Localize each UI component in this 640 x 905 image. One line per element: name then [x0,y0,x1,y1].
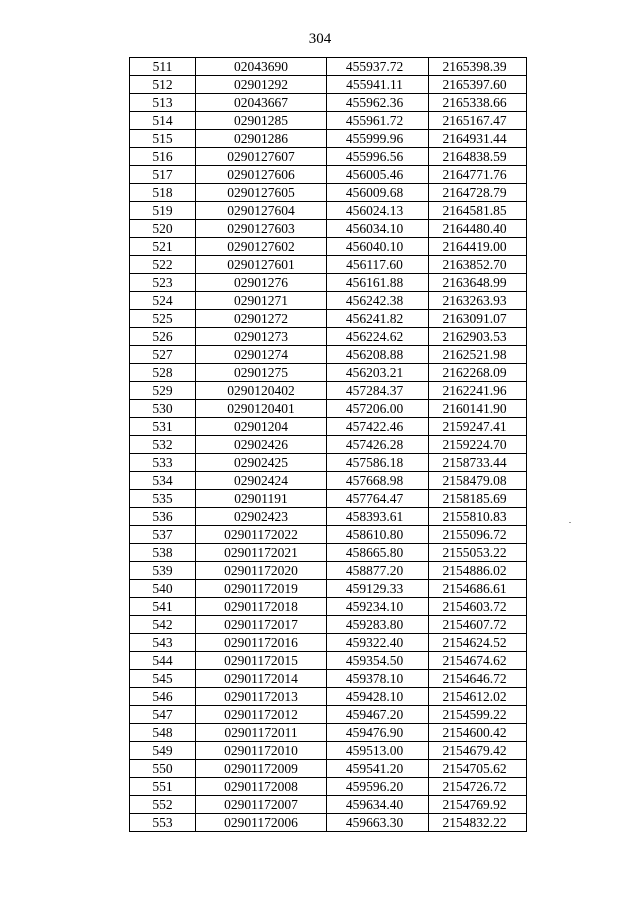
point-id-cell: 02901172021 [196,544,327,562]
row-index-cell: 541 [130,598,196,616]
row-index-cell: 531 [130,418,196,436]
y-coordinate-cell: 2154705.62 [429,760,527,778]
point-id-cell: 02901191 [196,490,327,508]
x-coordinate-cell: 456241.82 [327,310,429,328]
x-coordinate-cell: 456005.46 [327,166,429,184]
table-row [130,796,527,814]
point-id-cell: 02901274 [196,346,327,364]
row-index-cell: 548 [130,724,196,742]
row-index-cell: 521 [130,238,196,256]
table-row [130,742,527,760]
row-index-cell: 535 [130,490,196,508]
x-coordinate-cell: 458610.80 [327,526,429,544]
y-coordinate-cell: 2162241.96 [429,382,527,400]
point-id-cell: 02902424 [196,472,327,490]
x-coordinate-cell: 456208.88 [327,346,429,364]
x-coordinate-cell: 456024.13 [327,202,429,220]
row-index-cell: 528 [130,364,196,382]
table-row [130,454,527,472]
table-row [130,562,527,580]
y-coordinate-cell: 2154600.42 [429,724,527,742]
table-row [130,688,527,706]
row-index-cell: 538 [130,544,196,562]
x-coordinate-cell: 456161.88 [327,274,429,292]
table-row [130,436,527,454]
point-id-cell: 02901172019 [196,580,327,598]
point-id-cell: 02043667 [196,94,327,112]
table-row [130,220,527,238]
table-row [130,58,527,76]
row-index-cell: 517 [130,166,196,184]
table-body [130,58,527,832]
y-coordinate-cell: 2165338.66 [429,94,527,112]
table-row [130,760,527,778]
point-id-cell: 0290127605 [196,184,327,202]
table-row [130,580,527,598]
row-index-cell: 550 [130,760,196,778]
table-row [130,256,527,274]
y-coordinate-cell: 2155053.22 [429,544,527,562]
point-id-cell: 02901271 [196,292,327,310]
x-coordinate-cell: 459596.20 [327,778,429,796]
y-coordinate-cell: 2163852.70 [429,256,527,274]
row-index-cell: 546 [130,688,196,706]
y-coordinate-cell: 2163648.99 [429,274,527,292]
x-coordinate-cell: 459428.10 [327,688,429,706]
y-coordinate-cell: 2164480.40 [429,220,527,238]
point-id-cell: 02901172011 [196,724,327,742]
row-index-cell: 512 [130,76,196,94]
y-coordinate-cell: 2154607.72 [429,616,527,634]
table-row [130,544,527,562]
x-coordinate-cell: 455937.72 [327,58,429,76]
table-row [130,706,527,724]
table-row [130,274,527,292]
scan-speck [569,522,571,523]
y-coordinate-cell: 2154612.02 [429,688,527,706]
table-row [130,184,527,202]
x-coordinate-cell: 459129.33 [327,580,429,598]
point-id-cell: 02901172014 [196,670,327,688]
x-coordinate-cell: 456242.38 [327,292,429,310]
point-id-cell: 02901285 [196,112,327,130]
table-row [130,112,527,130]
table-row [130,724,527,742]
point-id-cell: 02901273 [196,328,327,346]
row-index-cell: 518 [130,184,196,202]
y-coordinate-cell: 2164728.79 [429,184,527,202]
point-id-cell: 02901204 [196,418,327,436]
x-coordinate-cell: 459634.40 [327,796,429,814]
x-coordinate-cell: 456224.62 [327,328,429,346]
y-coordinate-cell: 2159247.41 [429,418,527,436]
row-index-cell: 543 [130,634,196,652]
y-coordinate-cell: 2154674.62 [429,652,527,670]
row-index-cell: 544 [130,652,196,670]
point-id-cell: 0290120402 [196,382,327,400]
y-coordinate-cell: 2154726.72 [429,778,527,796]
row-index-cell: 530 [130,400,196,418]
table-row [130,364,527,382]
point-id-cell: 02902425 [196,454,327,472]
table-row [130,166,527,184]
point-id-cell: 02901172022 [196,526,327,544]
x-coordinate-cell: 455961.72 [327,112,429,130]
table-row [130,238,527,256]
y-coordinate-cell: 2163091.07 [429,310,527,328]
row-index-cell: 540 [130,580,196,598]
row-index-cell: 526 [130,328,196,346]
table-row [130,616,527,634]
row-index-cell: 515 [130,130,196,148]
y-coordinate-cell: 2155096.72 [429,526,527,544]
row-index-cell: 552 [130,796,196,814]
row-index-cell: 536 [130,508,196,526]
point-id-cell: 02901172015 [196,652,327,670]
row-index-cell: 523 [130,274,196,292]
y-coordinate-cell: 2164838.59 [429,148,527,166]
table-row [130,490,527,508]
x-coordinate-cell: 458877.20 [327,562,429,580]
row-index-cell: 514 [130,112,196,130]
row-index-cell: 529 [130,382,196,400]
x-coordinate-cell: 459378.10 [327,670,429,688]
row-index-cell: 551 [130,778,196,796]
x-coordinate-cell: 455996.56 [327,148,429,166]
y-coordinate-cell: 2154599.22 [429,706,527,724]
coordinates-table [129,57,527,832]
point-id-cell: 02901172013 [196,688,327,706]
x-coordinate-cell: 459322.40 [327,634,429,652]
table-row [130,328,527,346]
table-row [130,508,527,526]
row-index-cell: 534 [130,472,196,490]
point-id-cell: 0290127606 [196,166,327,184]
y-coordinate-cell: 2158733.44 [429,454,527,472]
x-coordinate-cell: 456040.10 [327,238,429,256]
row-index-cell: 511 [130,58,196,76]
row-index-cell: 516 [130,148,196,166]
x-coordinate-cell: 459541.20 [327,760,429,778]
point-id-cell: 02901286 [196,130,327,148]
point-id-cell: 02902423 [196,508,327,526]
table-row [130,310,527,328]
table-row [130,472,527,490]
x-coordinate-cell: 457206.00 [327,400,429,418]
y-coordinate-cell: 2163263.93 [429,292,527,310]
point-id-cell: 02901172009 [196,760,327,778]
x-coordinate-cell: 456009.68 [327,184,429,202]
row-index-cell: 525 [130,310,196,328]
x-coordinate-cell: 456034.10 [327,220,429,238]
x-coordinate-cell: 456203.21 [327,364,429,382]
y-coordinate-cell: 2154886.02 [429,562,527,580]
point-id-cell: 0290127607 [196,148,327,166]
point-id-cell: 02901276 [196,274,327,292]
point-id-cell: 02901172008 [196,778,327,796]
row-index-cell: 519 [130,202,196,220]
table-row [130,292,527,310]
table-row [130,400,527,418]
table-row [130,148,527,166]
y-coordinate-cell: 2154679.42 [429,742,527,760]
point-id-cell: 0290127603 [196,220,327,238]
point-id-cell: 0290127602 [196,238,327,256]
x-coordinate-cell: 459513.00 [327,742,429,760]
y-coordinate-cell: 2162268.09 [429,364,527,382]
point-id-cell: 02901172012 [196,706,327,724]
y-coordinate-cell: 2158185.69 [429,490,527,508]
x-coordinate-cell: 457586.18 [327,454,429,472]
x-coordinate-cell: 459467.20 [327,706,429,724]
table-row [130,526,527,544]
y-coordinate-cell: 2165167.47 [429,112,527,130]
table-row [130,598,527,616]
row-index-cell: 553 [130,814,196,832]
y-coordinate-cell: 2165397.60 [429,76,527,94]
y-coordinate-cell: 2154646.72 [429,670,527,688]
table-row [130,130,527,148]
y-coordinate-cell: 2164931.44 [429,130,527,148]
x-coordinate-cell: 459476.90 [327,724,429,742]
table-row [130,634,527,652]
x-coordinate-cell: 459234.10 [327,598,429,616]
table-row [130,418,527,436]
point-id-cell: 02901172006 [196,814,327,832]
row-index-cell: 513 [130,94,196,112]
table-row [130,382,527,400]
x-coordinate-cell: 455999.96 [327,130,429,148]
table-row [130,94,527,112]
y-coordinate-cell: 2162521.98 [429,346,527,364]
table-row [130,814,527,832]
row-index-cell: 547 [130,706,196,724]
x-coordinate-cell: 457422.46 [327,418,429,436]
y-coordinate-cell: 2154603.72 [429,598,527,616]
x-coordinate-cell: 459283.80 [327,616,429,634]
point-id-cell: 02901172017 [196,616,327,634]
point-id-cell: 0290127601 [196,256,327,274]
point-id-cell: 02901292 [196,76,327,94]
page-number: 304 [308,31,332,47]
row-index-cell: 542 [130,616,196,634]
y-coordinate-cell: 2164419.00 [429,238,527,256]
y-coordinate-cell: 2159224.70 [429,436,527,454]
point-id-cell: 02902426 [196,436,327,454]
row-index-cell: 533 [130,454,196,472]
row-index-cell: 527 [130,346,196,364]
x-coordinate-cell: 459663.30 [327,814,429,832]
y-coordinate-cell: 2164771.76 [429,166,527,184]
row-index-cell: 524 [130,292,196,310]
point-id-cell: 02901275 [196,364,327,382]
y-coordinate-cell: 2154769.92 [429,796,527,814]
row-index-cell: 522 [130,256,196,274]
row-index-cell: 539 [130,562,196,580]
x-coordinate-cell: 456117.60 [327,256,429,274]
y-coordinate-cell: 2158479.08 [429,472,527,490]
point-id-cell: 02901172018 [196,598,327,616]
table-row [130,778,527,796]
x-coordinate-cell: 455962.36 [327,94,429,112]
x-coordinate-cell: 457668.98 [327,472,429,490]
y-coordinate-cell: 2160141.90 [429,400,527,418]
table-row [130,670,527,688]
row-index-cell: 532 [130,436,196,454]
row-index-cell: 520 [130,220,196,238]
table-row [130,652,527,670]
x-coordinate-cell: 455941.11 [327,76,429,94]
row-index-cell: 545 [130,670,196,688]
point-id-cell: 02901272 [196,310,327,328]
y-coordinate-cell: 2162903.53 [429,328,527,346]
table-row [130,346,527,364]
x-coordinate-cell: 459354.50 [327,652,429,670]
x-coordinate-cell: 458665.80 [327,544,429,562]
row-index-cell: 537 [130,526,196,544]
y-coordinate-cell: 2154832.22 [429,814,527,832]
point-id-cell: 0290120401 [196,400,327,418]
y-coordinate-cell: 2154624.52 [429,634,527,652]
point-id-cell: 02901172007 [196,796,327,814]
table-row [130,202,527,220]
x-coordinate-cell: 457764.47 [327,490,429,508]
point-id-cell: 02043690 [196,58,327,76]
y-coordinate-cell: 2164581.85 [429,202,527,220]
x-coordinate-cell: 458393.61 [327,508,429,526]
point-id-cell: 0290127604 [196,202,327,220]
x-coordinate-cell: 457284.37 [327,382,429,400]
y-coordinate-cell: 2155810.83 [429,508,527,526]
point-id-cell: 02901172020 [196,562,327,580]
table-row [130,76,527,94]
x-coordinate-cell: 457426.28 [327,436,429,454]
y-coordinate-cell: 2165398.39 [429,58,527,76]
point-id-cell: 02901172010 [196,742,327,760]
point-id-cell: 02901172016 [196,634,327,652]
row-index-cell: 549 [130,742,196,760]
y-coordinate-cell: 2154686.61 [429,580,527,598]
